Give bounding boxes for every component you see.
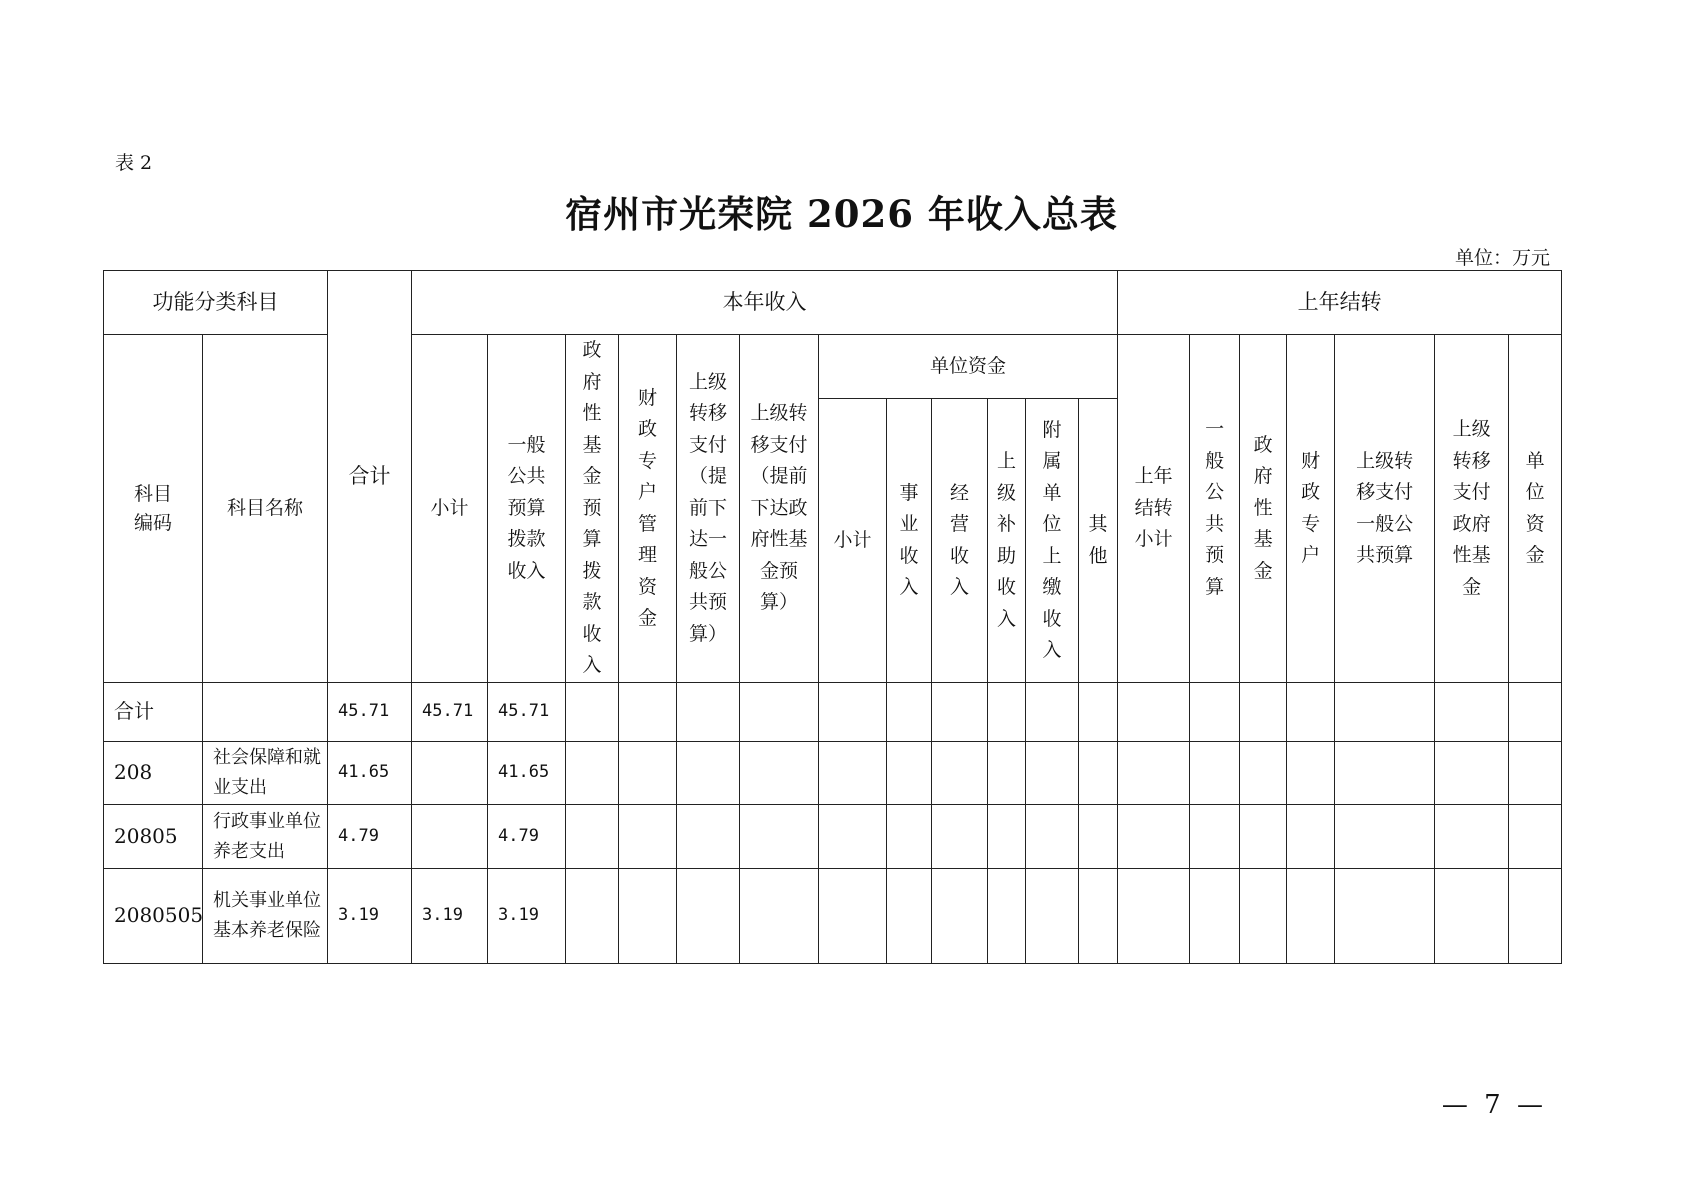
transfer-general-header: 上级转移支付（提前下达一般公共预算） xyxy=(677,335,740,683)
higher-subsidy-header: 上级补助收入 xyxy=(988,399,1026,683)
header-row-1 xyxy=(104,271,1562,335)
row-general: 41.65 xyxy=(488,742,566,805)
row-general: 4.79 xyxy=(488,805,566,869)
row-name xyxy=(203,683,328,742)
row-total: 3.19 xyxy=(328,869,412,964)
row-code: 合计 xyxy=(104,683,203,742)
prev-general-header: 一般公共预算 xyxy=(1190,335,1240,683)
operating-income-header: 经营收入 xyxy=(932,399,988,683)
row-subtotal: 3.19 xyxy=(412,869,488,964)
table-row xyxy=(104,805,1562,869)
affiliated-income-header: 附属单位上缴收入 xyxy=(1026,399,1079,683)
total-header: 合计 xyxy=(328,271,412,683)
other-header: 其他 xyxy=(1079,399,1118,683)
prev-transfer-general-header: 上级转移支付一般公共预算 xyxy=(1335,335,1435,683)
transfer-gov-header: 上级转移支付（提前下达政府性基金预算） xyxy=(740,335,819,683)
row-code: 20805 xyxy=(104,805,203,869)
unit-label: 单位：万元 xyxy=(1454,247,1550,269)
business-income-header: 事业收入 xyxy=(887,399,932,683)
row-name: 行政事业单位养老支出 xyxy=(203,805,328,869)
document-title: 宿州市光荣院 2026 年收入总表 xyxy=(565,192,1118,236)
unit-funds-header: 单位资金 xyxy=(819,335,1118,399)
prev-unit-funds-header: 单位资金 xyxy=(1509,335,1562,683)
unit-subtotal-header: 小计 xyxy=(819,399,887,683)
fiscal-special-header: 财政专户管理资金 xyxy=(619,335,677,683)
table-row xyxy=(104,742,1562,805)
table-row xyxy=(104,683,1562,742)
header-row-2 xyxy=(104,335,1562,399)
row-subtotal xyxy=(412,742,488,805)
func-class-header: 功能分类科目 xyxy=(104,271,328,335)
name-header: 科目名称 xyxy=(203,335,328,683)
row-subtotal xyxy=(412,805,488,869)
prev-subtotal-header: 上年结转小计 xyxy=(1118,335,1190,683)
row-name: 机关事业单位基本养老保险 xyxy=(203,869,328,964)
code-header: 科目编码 xyxy=(104,335,203,683)
subtotal-header: 小计 xyxy=(412,335,488,683)
row-total: 4.79 xyxy=(328,805,412,869)
table-row xyxy=(104,869,1562,964)
row-general: 45.71 xyxy=(488,683,566,742)
table-number: 表 2 xyxy=(115,152,153,174)
current-year-header: 本年收入 xyxy=(412,271,1118,335)
gov-fund-header: 政府性基金预算拨款收入 xyxy=(566,335,619,683)
prev-gov-fund-header: 政府性基金 xyxy=(1240,335,1287,683)
general-budget-header: 一般公共预算拨款收入 xyxy=(488,335,566,683)
prev-year-header: 上年结转 xyxy=(1118,271,1562,335)
income-summary-table xyxy=(103,270,1562,964)
prev-fiscal-special-header: 财政专户 xyxy=(1287,335,1335,683)
row-total: 45.71 xyxy=(328,683,412,742)
row-name: 社会保障和就业支出 xyxy=(203,742,328,805)
row-total: 41.65 xyxy=(328,742,412,805)
row-code: 2080505 xyxy=(104,869,203,964)
prev-transfer-gov-header: 上级转移支付政府性基金 xyxy=(1435,335,1509,683)
page-number: — 7 — xyxy=(1441,1090,1547,1120)
row-general: 3.19 xyxy=(488,869,566,964)
row-subtotal: 45.71 xyxy=(412,683,488,742)
row-code: 208 xyxy=(104,742,203,805)
